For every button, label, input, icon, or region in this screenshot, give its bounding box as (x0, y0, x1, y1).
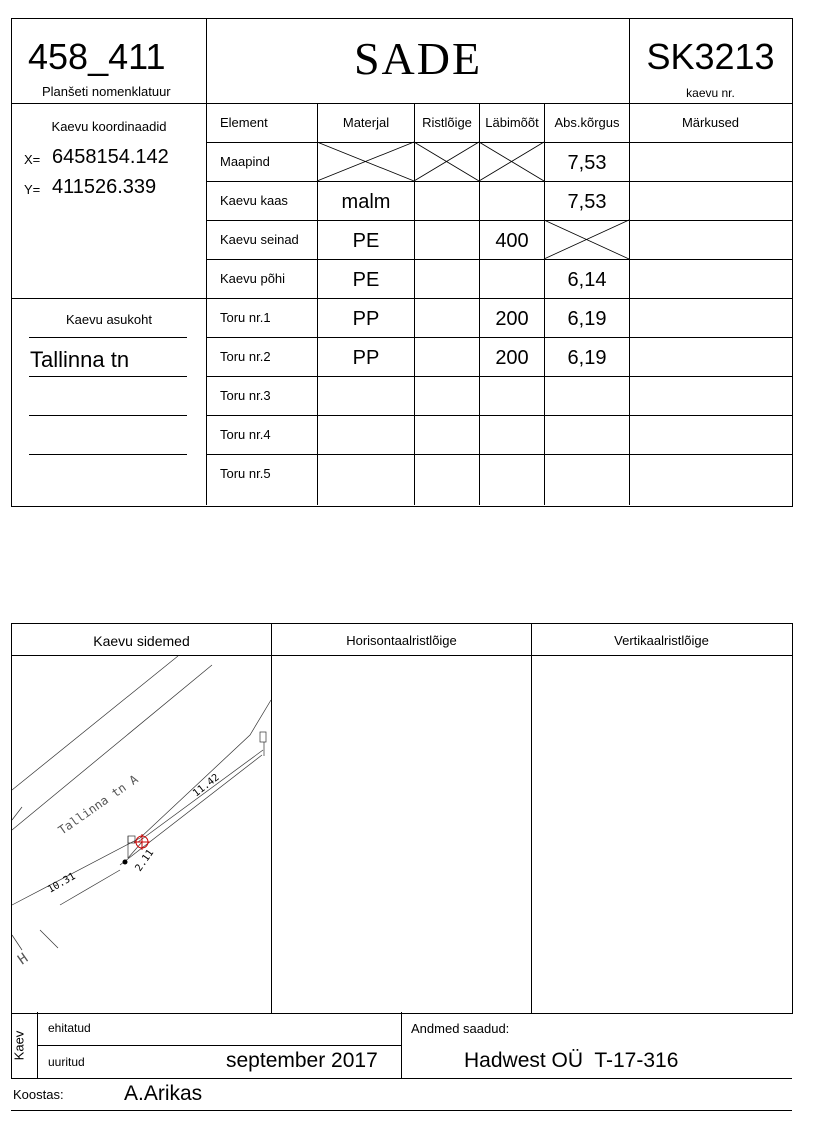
table-row-elevation: 7,53 (567, 152, 607, 174)
divider (11, 655, 792, 656)
table-row-element: Kaevu kaas (220, 193, 288, 208)
footer-data-from-value: Hadwest OÜ T-17-316 (464, 1049, 679, 1072)
panel-title-vertical: Vertikaalristlõige (614, 633, 709, 648)
table-row-elevation: 6,19 (567, 347, 607, 369)
table-row-diameter: 400 (495, 230, 529, 252)
table-row-element: Toru nr.4 (220, 427, 271, 442)
panel-title-links: Kaevu sidemed (93, 633, 190, 649)
table-row-element: Toru nr.2 (220, 349, 271, 364)
divider (37, 1045, 401, 1046)
footer-data-from-label: Andmed saadud: (411, 1021, 510, 1036)
col-header-section: Ristlõige (422, 115, 472, 130)
divider (206, 415, 792, 416)
divider (414, 103, 415, 505)
well-id-caption: kaevu nr. (686, 86, 735, 100)
page-title: SADE (353, 33, 483, 84)
table-row-material: malm (341, 191, 391, 213)
panel-title-horizontal: Horisontaalristlõige (346, 633, 457, 648)
footer-built-label: ehitatud (48, 1021, 91, 1035)
sketch-dimension-3: 10.31 (46, 871, 78, 896)
y-value: 411526.339 (52, 176, 157, 198)
divider (206, 259, 792, 260)
table-row-diameter: 200 (495, 347, 529, 369)
divider (531, 623, 532, 1013)
divider (29, 337, 187, 338)
table-row-material: PE (352, 269, 380, 291)
divider (11, 1078, 792, 1079)
divider (401, 1012, 402, 1078)
table-row-material: PP (352, 308, 380, 330)
table-row-element: Maapind (220, 154, 270, 169)
divider (206, 454, 792, 455)
footer-surveyed-label: uuritud (48, 1055, 85, 1069)
well-id: SK3213 (646, 36, 775, 77)
divider (206, 337, 792, 338)
divider (11, 1110, 792, 1111)
table-row-elevation: 6,14 (567, 269, 607, 291)
table-row-element: Kaevu seinad (220, 232, 299, 247)
divider (206, 298, 792, 299)
footer-side-label: Kaev (11, 1030, 27, 1061)
divider (206, 376, 792, 377)
table-row-material: PP (352, 347, 380, 369)
table-row-element: Toru nr.3 (220, 388, 271, 403)
bottom-frame (11, 623, 793, 1014)
divider (479, 103, 480, 505)
divider (11, 298, 207, 299)
divider (11, 103, 792, 104)
divider (29, 415, 187, 416)
divider (206, 18, 207, 505)
col-header-elevation: Abs.kõrgus (554, 115, 620, 130)
x-label: X= (24, 152, 41, 167)
x-value: 6458154.142 (52, 146, 169, 168)
divider (206, 220, 792, 221)
location-caption: Kaevu asukoht (65, 312, 152, 327)
divider (271, 623, 272, 1013)
location-street: Tallinna tn (30, 347, 130, 372)
table-row-element: Kaevu põhi (220, 271, 286, 286)
sketch-dimension-1: 11.42 (191, 772, 222, 800)
divider (206, 142, 792, 143)
table-row-element: Toru nr.5 (220, 466, 271, 481)
col-header-diameter: Läbimõõt (485, 115, 539, 130)
table-row-element: Toru nr.1 (220, 310, 271, 325)
sketch-street-label: Tallinna tn A (55, 772, 141, 838)
coordinates-caption: Kaevu koordinaadid (51, 119, 167, 134)
table-row-diameter: 200 (495, 308, 529, 330)
footer-compiled-label: Koostas: (13, 1087, 64, 1102)
footer-compiled-value: A.Arikas (124, 1082, 203, 1105)
sheet-number: 458_411 (28, 36, 166, 77)
table-row-elevation: 7,53 (567, 191, 607, 213)
table-row-material: PE (352, 230, 380, 252)
col-header-element: Element (220, 115, 268, 130)
sheet-caption: Planšeti nomenklatuur (42, 84, 171, 99)
divider (317, 103, 318, 505)
col-header-notes: Märkused (681, 115, 740, 130)
table-row-elevation: 6,19 (567, 308, 607, 330)
sketch-corner-label: H (15, 950, 32, 969)
sketch-dimension-2: 2.11 (133, 847, 157, 874)
col-header-material: Materjal (342, 115, 390, 130)
divider (29, 454, 187, 455)
divider (29, 376, 187, 377)
y-label: Y= (24, 182, 41, 197)
divider (206, 181, 792, 182)
footer-date: september 2017 (226, 1049, 378, 1072)
